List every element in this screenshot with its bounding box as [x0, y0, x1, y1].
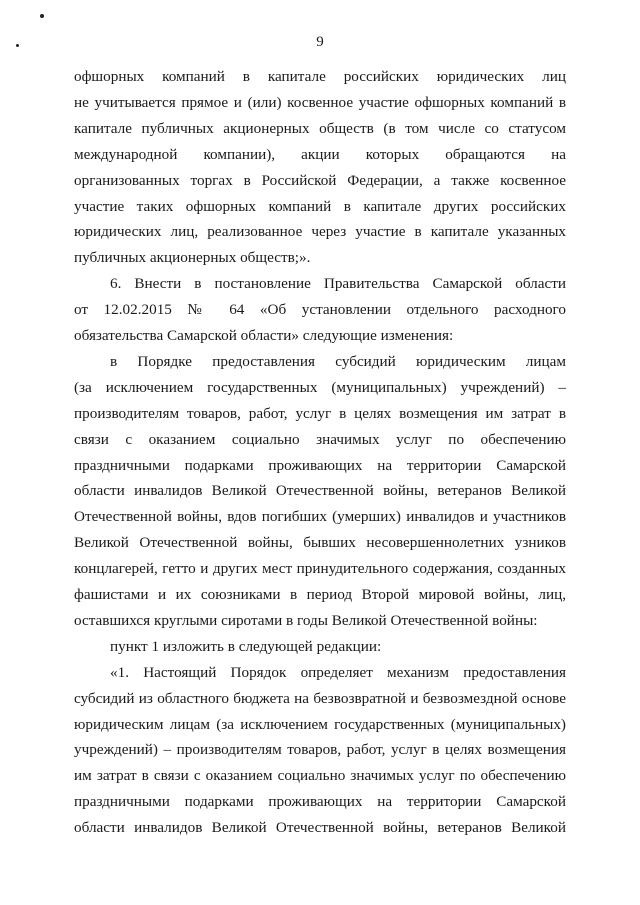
text-line: капитале публичных акционерных обществ (в том числе со статусом — [74, 119, 566, 137]
text-line: 6. Внести в постановление Правительства Самарской области — [110, 275, 566, 293]
text-line: оставшихся круглыми сиротами в годы Великой Отечественной войны: — [74, 611, 538, 629]
text-line: юридическим лицам (за исключением государственных (муниципальных) — [74, 715, 566, 733]
text-line: фашистами и их союзниками в период Второй мировой войны, лиц, — [74, 586, 566, 603]
text-line: не учитывается прямое и (или) косвенное участие офшорных компаний в — [74, 93, 566, 111]
text-line: праздничными подарками проживающих на территории Самарской — [74, 456, 566, 474]
text-line: производителям товаров, работ, услуг в целях возмещения им затрат в — [74, 404, 566, 422]
text-line: связи с оказанием социально значимых услуг по обеспечению — [74, 430, 566, 448]
text-line: «1. Настоящий Порядок определяет механизм предоставления — [110, 663, 566, 681]
text-line: концлагерей, гетто и других мест принудительного содержания, созданных — [74, 560, 566, 578]
text-line: юридических лиц, реализованное через участие в капитале указанных — [74, 223, 566, 241]
text-line: от 12.02.2015 № 64 «Об установлении отдельного расходного — [74, 301, 566, 319]
text-line: участие таких офшорных компаний в капитале других российских — [74, 197, 566, 215]
scan-speck — [40, 14, 44, 18]
text-line: в Порядке предоставления субсидий юридическим лицам — [110, 352, 566, 370]
text-line: обязательства Самарской области» следующие изменения: — [74, 327, 454, 344]
text-line: (за исключением государственных (муниципальных) учреждений) – — [74, 378, 566, 396]
text-line: области инвалидов Великой Отечественной войны, ветеранов Великой — [74, 819, 566, 837]
text-line: области инвалидов Великой Отечественной войны, ветеранов Великой — [74, 482, 566, 500]
text-line: публичных акционерных обществ;». — [74, 249, 311, 267]
text-line: пункт 1 изложить в следующей редакции: — [110, 637, 382, 655]
text-line: Отечественной войны, вдов погибших (умерших) инвалидов и участников — [74, 508, 566, 526]
text-line: организованных торгах в Российской Федерации, а также косвенное — [74, 171, 566, 189]
text-line: учреждений) – производителям товаров, работ, услуг в целях возмещения — [74, 741, 566, 759]
page-number: 9 — [316, 34, 324, 50]
text-line: международной компании), акции которых обращаются на — [74, 145, 566, 163]
text-line: им затрат в связи с оказанием социально значимых услуг по обеспечению — [74, 767, 566, 785]
text-line: Великой Отечественной войны, бывших несовершеннолетних узников — [74, 534, 566, 552]
text-line: субсидий из областного бюджета на безвозвратной и безвозмездной основе — [74, 689, 566, 707]
text-line: праздничными подарками проживающих на территории Самарской — [74, 793, 566, 811]
text-line: офшорных компаний в капитале российских юридических лиц — [74, 68, 566, 85]
